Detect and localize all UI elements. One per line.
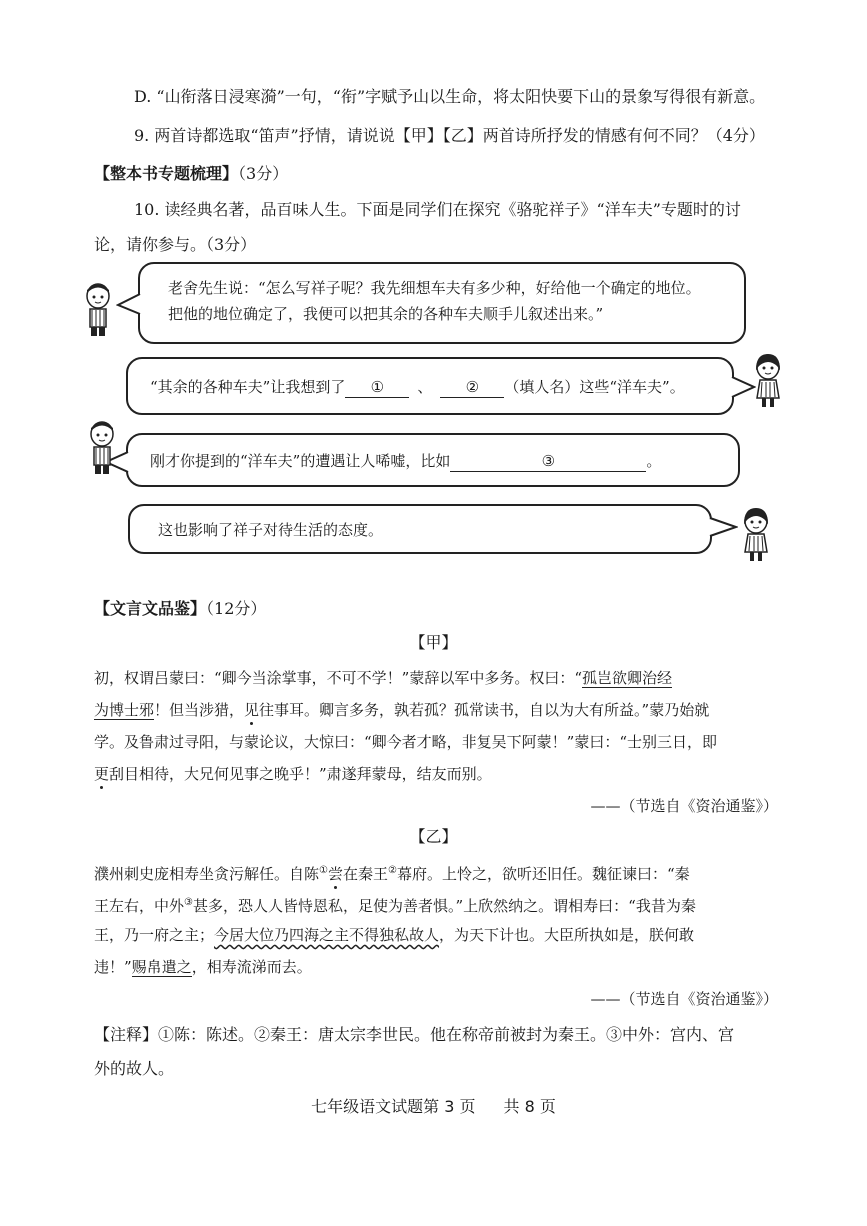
jia-underlined-1: 孤岂欲卿治经: [582, 669, 673, 687]
yi-l1a: 濮州刺史庞相寿坐贪污解任。自陈: [94, 865, 320, 883]
passage-yi-label: 【乙】: [409, 827, 458, 846]
speech-bubble-3: [126, 433, 740, 487]
bubble-2-suffix: （填人名）这些“洋车夫”。: [504, 378, 685, 396]
jia-underlined-2: 为博士邪: [94, 701, 155, 719]
section-title: 【整本书专题梳理】: [94, 164, 239, 183]
jia-l4b: 刮目相待，大兄何见事之晚乎！”肃遂拜蒙母，结友而别。: [109, 765, 492, 783]
note-marker-3: ③: [184, 897, 193, 908]
section-title-classical: 【文言文品鉴】: [94, 599, 207, 618]
girl-student-icon-2: [740, 506, 772, 566]
jia-source: ——（节选自《资治通鉴》）: [590, 797, 778, 815]
boy-student-icon: [82, 282, 114, 340]
option-d: D. “山衔落日浸寒漪”一句，“衔”字赋予山以生命，将太阳快要下山的景象写得很有新意。: [134, 87, 766, 106]
yi-l1d: 幕府。上怜之，欲听还旧任。魏征谏曰：“秦: [396, 865, 690, 883]
blank-2[interactable]: ②: [440, 377, 504, 398]
yi-l4a: 违！”: [94, 958, 132, 976]
section-score-classical: （12分）: [206, 599, 267, 618]
blank-1[interactable]: ①: [345, 377, 409, 398]
page-number: 七年级语文试题第 3 页: [311, 1097, 476, 1116]
jia-l2b: ！但当涉猎，: [154, 701, 245, 719]
yi-line-3: [94, 924, 694, 946]
bubble-3-suffix: 。: [646, 452, 662, 470]
yi-l3a: 王，乃一府之主；: [94, 926, 215, 944]
yi-l3c: ，为天下计也。大臣所执如是，朕何敢: [439, 926, 695, 944]
passage-jia-label: 【甲】: [409, 633, 458, 652]
blank-3[interactable]: ③: [450, 451, 646, 472]
jia-line-1: [94, 667, 672, 689]
page-total: 共 8 页: [503, 1097, 556, 1116]
speech-bubble-2: [126, 357, 734, 415]
bubble-4-text: 这也影响了祥子对待生活的态度。: [158, 521, 384, 539]
yi-dotted-chang: 尝: [327, 865, 343, 883]
question-10-line2: 论，请你参与。（3分）: [94, 235, 257, 254]
notes-line-2: 外的故人。: [94, 1059, 175, 1078]
jia-line-3: 学。及鲁肃过寻阳，与蒙论议，大惊曰：“卿今者才略，非复吴下阿蒙！”蒙曰：“士别三日，即: [94, 733, 718, 751]
page-footer: [0, 1094, 867, 1117]
question-9: 9. 两首诗都选取“笛声”抒情，请说说【甲】【乙】两首诗所抒发的情感有何不同？（4分）: [134, 126, 765, 145]
jia-l1a: 初，权谓吕蒙曰：“卿今当涂掌事，不可不学！”蒙辞以军中多务。权曰：“: [94, 669, 583, 687]
bubble-3-prefix: 刚才你提到的“洋车夫”的遭遇让人唏嘘，比如: [150, 452, 451, 470]
speech-bubble-1: [138, 262, 746, 344]
yi-l2b: 甚多，恐人人皆恃恩私，足使为善者惧。”上欣然纳之。谓相寿曰：“我昔为秦: [192, 897, 696, 915]
yi-l1c: 在秦王: [343, 865, 389, 883]
yi-wavy-underlined: 今居大位乃四海之主不得独私故人: [214, 926, 440, 944]
note-marker-2: ②: [388, 865, 397, 876]
boy-student-icon-2: [86, 420, 118, 478]
bubble-2-prefix: “其余的各种车夫”让我想到了: [150, 378, 346, 396]
jia-dotted-geng: 更: [94, 765, 110, 783]
jia-line-2: [94, 699, 709, 721]
yi-line-1: [94, 860, 690, 885]
girl-student-icon: [752, 352, 784, 412]
jia-dotted-jian: 见: [244, 701, 260, 719]
bubble-2-sep: 、: [417, 378, 433, 396]
yi-l2a: 王左右，中外: [94, 897, 185, 915]
section-classical: [94, 598, 266, 620]
bubble-3-text: [150, 449, 661, 473]
bubble-4-tail: [708, 516, 738, 540]
notes-line-1: 【注释】①陈：陈述。②秦王：唐太宗李世民。他在称帝前被封为秦王。③中外：宫内、宫: [94, 1025, 735, 1044]
note-marker-1: ①: [319, 865, 328, 876]
bubble-1-line1: 老舍先生说：“怎么写祥子呢？我先细想车夫有多少种，好给他一个确定的地位。: [168, 279, 701, 297]
yi-l4c: ，相寿流涕而去。: [191, 958, 312, 976]
question-10-line1: 10. 读经典名著，品百味人生。下面是同学们在探究《骆驼祥子》“洋车夫”专题时的讨: [134, 200, 741, 219]
bubble-1-tail: [116, 292, 142, 316]
bubble-2-text: [150, 375, 685, 399]
jia-l2d: 往事耳。卿言多务，孰若孤？孤常读书，自以为大有所益。”蒙乃始就: [259, 701, 710, 719]
yi-underlined: 赐帛遣之: [131, 958, 192, 976]
speech-bubble-4: [128, 504, 712, 554]
bubble-1-line2: 把他的地位确定了，我便可以把其余的各种车夫顺手儿叙述出来。”: [168, 305, 604, 323]
section-whole-book: [94, 163, 288, 185]
yi-line-4: [94, 956, 312, 978]
yi-line-2: [94, 892, 696, 917]
section-score: （3分）: [238, 164, 289, 183]
yi-source: ——（节选自《资治通鉴》）: [590, 990, 778, 1008]
jia-line-4: [94, 763, 492, 785]
